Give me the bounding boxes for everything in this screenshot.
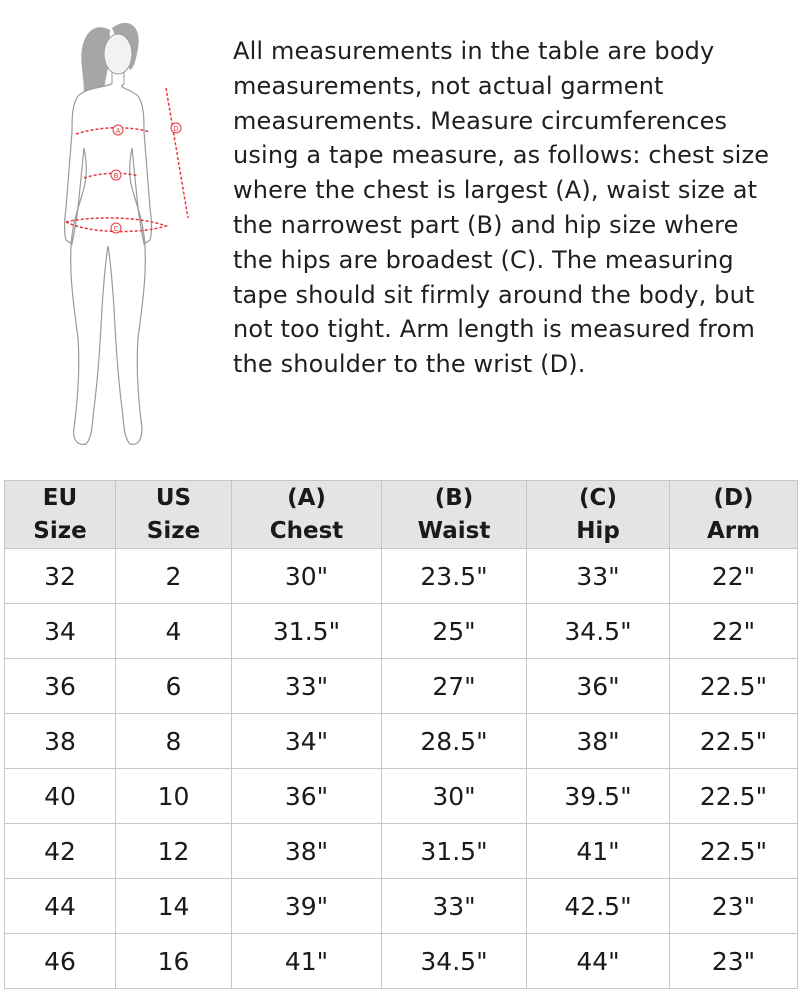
cell-arm: 22.5": [670, 824, 798, 879]
cell-arm: 23": [670, 934, 798, 989]
size-chart-table: [4, 480, 798, 989]
cell-hip: 34.5": [527, 604, 670, 659]
cell-arm: 22.5": [670, 769, 798, 824]
table-row: [5, 604, 798, 659]
cell-eu-size: 38: [5, 714, 116, 769]
header-waist: (B) Waist: [382, 481, 527, 549]
cell-arm: 22.5": [670, 714, 798, 769]
body-outline: [65, 84, 152, 444]
marker-c: C: [113, 225, 119, 233]
table-row: [5, 659, 798, 714]
table-row: [5, 714, 798, 769]
header-arm: (D) Arm: [670, 481, 798, 549]
table-header-row: [5, 481, 798, 549]
header-hip: (C) Hip: [527, 481, 670, 549]
cell-chest: 30": [232, 549, 382, 604]
cell-chest: 31.5": [232, 604, 382, 659]
body-measurement-figure: [30, 8, 210, 458]
head-outline: [104, 34, 132, 74]
cell-waist: 23.5": [382, 549, 527, 604]
cell-us-size: 14: [116, 879, 232, 934]
cell-hip: 42.5": [527, 879, 670, 934]
cell-us-size: 2: [116, 549, 232, 604]
marker-d: D: [173, 125, 179, 133]
cell-arm: 23": [670, 879, 798, 934]
cell-waist: 25": [382, 604, 527, 659]
cell-chest: 38": [232, 824, 382, 879]
measurement-instructions: All measurements in the table are body measurements, not actual garment measurements. Measure circumferences using a tape measure, as follows: chest size where the chest is largest (A), waist size at the narrowest part (B) and hip size where the hips are broadest (C). The measuring tape should sit firmly around the body, but not too tight. Arm length is measured from the shoulder to the wrist (D).: [233, 37, 770, 379]
cell-hip: 44": [527, 934, 670, 989]
cell-chest: 39": [232, 879, 382, 934]
cell-us-size: 6: [116, 659, 232, 714]
cell-waist: 27": [382, 659, 527, 714]
cell-eu-size: 36: [5, 659, 116, 714]
table-row: [5, 879, 798, 934]
cell-hip: 39.5": [527, 769, 670, 824]
cell-eu-size: 32: [5, 549, 116, 604]
table-row: [5, 934, 798, 989]
cell-arm: 22": [670, 604, 798, 659]
cell-us-size: 4: [116, 604, 232, 659]
cell-hip: 41": [527, 824, 670, 879]
arm-tape: [166, 88, 188, 218]
cell-waist: 30": [382, 769, 527, 824]
cell-waist: 33": [382, 879, 527, 934]
header-us-size: US Size: [116, 481, 232, 549]
cell-chest: 36": [232, 769, 382, 824]
cell-arm: 22": [670, 549, 798, 604]
cell-eu-size: 46: [5, 934, 116, 989]
marker-b: B: [113, 172, 119, 180]
cell-eu-size: 42: [5, 824, 116, 879]
cell-us-size: 8: [116, 714, 232, 769]
cell-chest: 33": [232, 659, 382, 714]
table-row: [5, 549, 798, 604]
cell-eu-size: 44: [5, 879, 116, 934]
cell-us-size: 12: [116, 824, 232, 879]
table-row: [5, 824, 798, 879]
cell-eu-size: 40: [5, 769, 116, 824]
cell-hip: 33": [527, 549, 670, 604]
cell-us-size: 10: [116, 769, 232, 824]
header-eu-size: EU Size: [5, 481, 116, 549]
cell-chest: 34": [232, 714, 382, 769]
header-chest: (A) Chest: [232, 481, 382, 549]
cell-chest: 41": [232, 934, 382, 989]
marker-a: A: [115, 127, 121, 135]
cell-waist: 34.5": [382, 934, 527, 989]
cell-eu-size: 34: [5, 604, 116, 659]
cell-waist: 28.5": [382, 714, 527, 769]
table-row: [5, 769, 798, 824]
cell-us-size: 16: [116, 934, 232, 989]
cell-hip: 38": [527, 714, 670, 769]
cell-arm: 22.5": [670, 659, 798, 714]
cell-hip: 36": [527, 659, 670, 714]
cell-waist: 31.5": [382, 824, 527, 879]
